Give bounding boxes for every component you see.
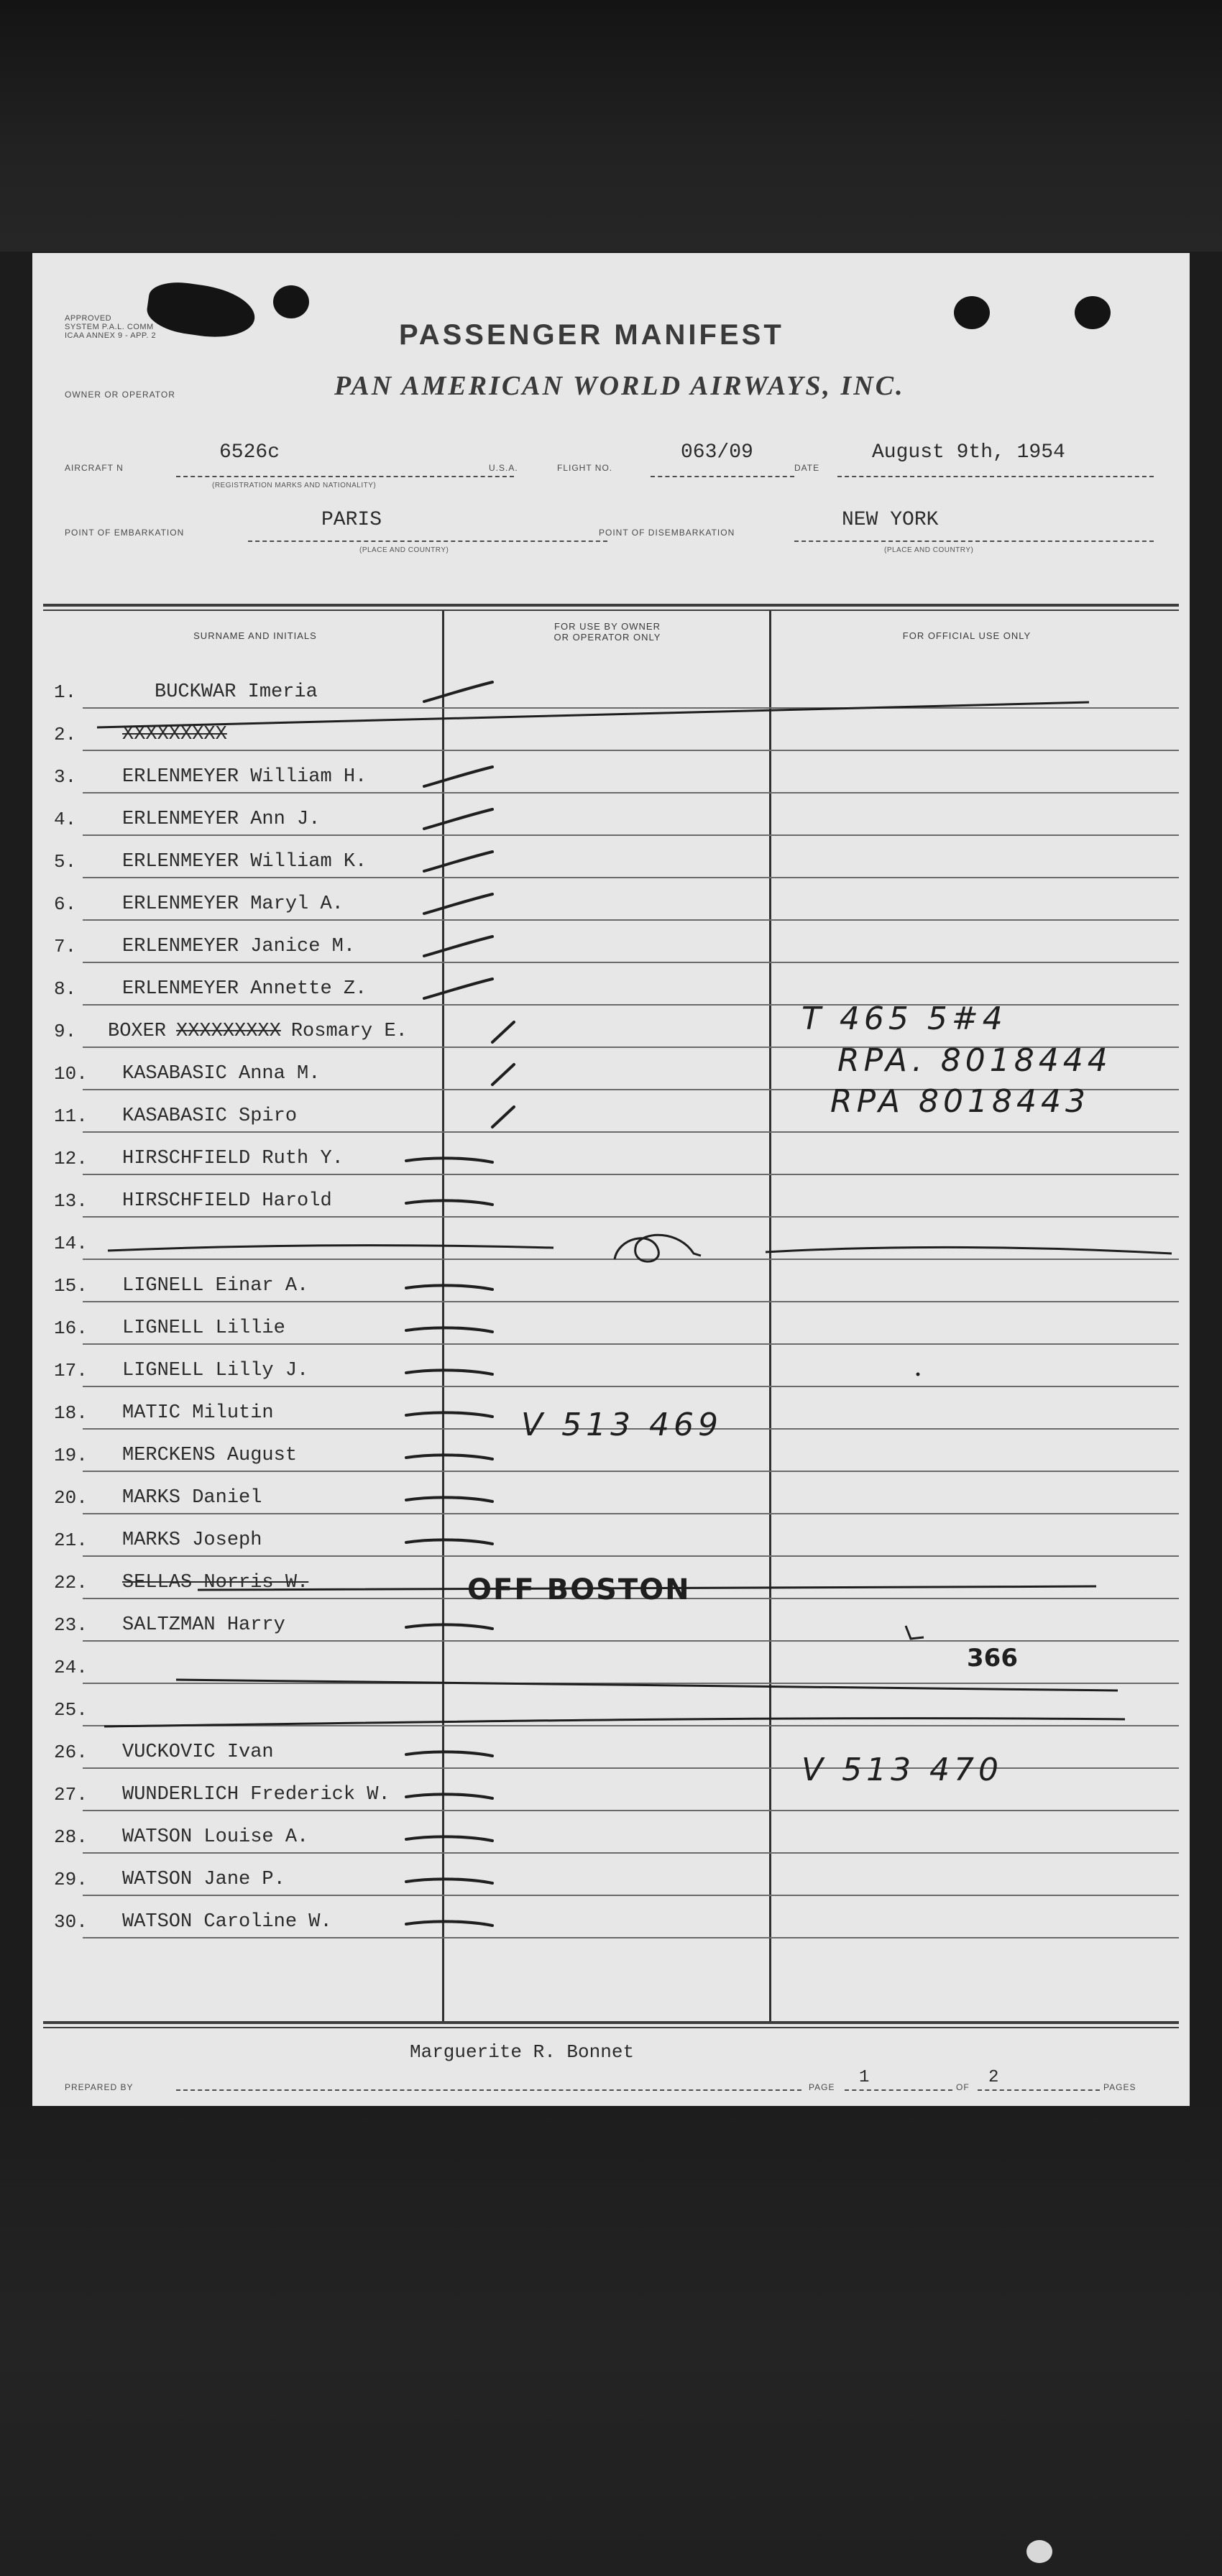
passenger-name: ERLENMEYER Ann J. (122, 809, 321, 830)
passenger-name: ERLENMEYER William H. (122, 766, 367, 788)
check-mark (424, 682, 492, 702)
row-number: 17. (54, 1360, 88, 1381)
row-number: 13. (54, 1190, 88, 1212)
check-mark (406, 1624, 492, 1629)
row26-official-note: V 513 470 (801, 1752, 1003, 1788)
row-number: 6. (54, 893, 77, 915)
passenger-name: ERLENMEYER Maryl A. (122, 893, 344, 915)
row-number: 22. (54, 1572, 88, 1593)
check-mark (406, 1200, 492, 1205)
passenger-name: WATSON Caroline W. (122, 1911, 332, 1933)
approval-note: APPROVED SYSTEM P.A.L. COMM ICAA ANNEX 9 - APP. 2 (65, 314, 157, 340)
passenger-name: ERLENMEYER William K. (122, 851, 367, 873)
name-surname: BOXER (108, 1021, 167, 1042)
row-number: 24. (54, 1657, 88, 1678)
passenger-name: WATSON Louise A. (122, 1826, 309, 1848)
passenger-name: LIGNELL Lilly J. (122, 1360, 309, 1381)
flight-label: FLIGHT NO. (557, 463, 613, 473)
check-mark (406, 1370, 492, 1374)
date-label: DATE (794, 463, 820, 473)
row-number: 11. (54, 1105, 88, 1127)
check-mark (424, 894, 492, 914)
row-number: 8. (54, 978, 77, 1000)
row23-official-stamp: 366 (967, 1644, 1018, 1673)
of-line (978, 2089, 1100, 2091)
row-number: 25. (54, 1699, 88, 1721)
passenger-name: ERLENMEYER Annette Z. (122, 978, 367, 1000)
aircraft-label: AIRCRAFT N (65, 463, 124, 473)
passenger-name: HIRSCHFIELD Ruth Y. (122, 1148, 344, 1169)
check-mark (406, 1794, 492, 1798)
registration-caption: (REGISTRATION MARKS AND NATIONALITY) (212, 482, 377, 489)
row18-owner-note: V 513 469 (521, 1407, 723, 1443)
owner-label: OWNER OR OPERATOR (65, 390, 175, 400)
row-number: 23. (54, 1614, 88, 1636)
document-title: PASSENGER MANIFEST (399, 319, 784, 351)
row10-official-note: RPA. 8018444 (837, 1042, 1112, 1079)
passenger-name: MARKS Joseph (122, 1530, 262, 1551)
row-number: 2. (54, 724, 77, 745)
passenger-name: SELLAS Norris W. (122, 1572, 309, 1593)
row-number: 10. (54, 1063, 88, 1085)
check-mark (406, 1497, 492, 1501)
row-number: 1. (54, 681, 77, 703)
passenger-name: KASABASIC Spiro (122, 1105, 298, 1127)
check-mark (406, 1540, 492, 1544)
hand-marks (32, 253, 1190, 2106)
passenger-name: WUNDERLICH Frederick W. (122, 1784, 390, 1806)
row-number: 12. (54, 1148, 88, 1169)
flight-value: 063/09 (681, 441, 753, 464)
passenger-name: XXXXXXXXX (122, 724, 227, 745)
check-mark (424, 937, 492, 956)
passenger-name: MERCKENS August (122, 1445, 298, 1466)
column-header-owner: FOR USE BY OWNER OR OPERATOR ONLY (553, 621, 661, 643)
name-struck: XXXXXXXXX (176, 1021, 281, 1042)
check-mark (406, 1752, 492, 1756)
preparer-name: Marguerite R. Bonnet (410, 2041, 635, 2063)
row9-official-note: T 465 5#4 (801, 1000, 1007, 1037)
of-value: 2 (988, 2068, 999, 2087)
check-mark (406, 1455, 492, 1459)
check-mark (492, 1064, 514, 1085)
row-number: 30. (54, 1911, 88, 1933)
check-mark (406, 1921, 492, 1926)
row-number: 4. (54, 809, 77, 830)
check-mark (406, 1836, 492, 1841)
embarkation-value: PARIS (321, 509, 382, 531)
passenger-name: WATSON Jane P. (122, 1869, 285, 1890)
off-boston-stamp: OFF BOSTON (467, 1573, 691, 1606)
passenger-name: BUCKWAR Imeria (155, 681, 318, 703)
embarkation-caption: (PLACE AND COUNTRY) (359, 546, 449, 554)
check-mark (424, 979, 492, 998)
row-number: 7. (54, 936, 77, 957)
passenger-name: VUCKOVIC Ivan (122, 1742, 274, 1763)
row-number: 19. (54, 1445, 88, 1466)
check-mark (406, 1412, 492, 1417)
row-number: 9. (54, 1021, 77, 1042)
check-mark (406, 1328, 492, 1332)
passenger-name: LIGNELL Lillie (122, 1317, 285, 1339)
row-number: 26. (54, 1742, 88, 1763)
disembarkation-value: NEW YORK (842, 509, 939, 531)
prepared-by-line (176, 2089, 801, 2091)
check-mark (424, 767, 492, 786)
row-number: 21. (54, 1530, 88, 1551)
passenger-name: HIRSCHFIELD Harold (122, 1190, 332, 1212)
row-number: 29. (54, 1869, 88, 1890)
prepared-by-label: PREPARED BY (65, 2082, 134, 2092)
row-number: 18. (54, 1402, 88, 1424)
row-number: 14. (54, 1233, 88, 1254)
column-header-surname: SURNAME AND INITIALS (193, 630, 317, 641)
pages-label: PAGES (1103, 2082, 1136, 2092)
check-mark (492, 1107, 514, 1127)
disembarkation-label: POINT OF DISEMBARKATION (599, 528, 735, 538)
check-mark (406, 1285, 492, 1289)
passenger-name: LIGNELL Einar A. (122, 1275, 309, 1297)
name-given: Rosmary E. (290, 1021, 408, 1042)
page-label: PAGE (809, 2082, 835, 2092)
airline-name: PAN AMERICAN WORLD AIRWAYS, INC. (334, 371, 905, 401)
page-line (845, 2089, 952, 2091)
passenger-name: SALTZMAN Harry (122, 1614, 285, 1636)
row-number: 16. (54, 1317, 88, 1339)
page-value: 1 (859, 2068, 870, 2087)
of-label: OF (956, 2082, 970, 2092)
row-number: 28. (54, 1826, 88, 1848)
passenger-name: ERLENMEYER Janice M. (122, 936, 356, 957)
row-number: 3. (54, 766, 77, 788)
usa-label: U.S.A. (489, 463, 518, 473)
check-mark (492, 1022, 514, 1042)
passenger-name: KASABASIC Anna M. (122, 1063, 321, 1085)
embarkation-label: POINT OF EMBARKATION (65, 528, 185, 538)
column-header-official: FOR OFFICIAL USE ONLY (902, 630, 1032, 641)
check-mark (406, 1158, 492, 1162)
row11-official-note: RPA 8018443 (830, 1083, 1090, 1120)
film-spot (1026, 2540, 1052, 2563)
row-number: 20. (54, 1487, 88, 1509)
film-border-bottom (0, 2106, 1222, 2576)
manifest-sheet (32, 253, 1190, 2106)
row-number: 5. (54, 851, 77, 873)
passenger-name: MARKS Daniel (122, 1487, 262, 1509)
date-value: August 9th, 1954 (872, 441, 1065, 464)
disembarkation-caption: (PLACE AND COUNTRY) (884, 546, 974, 554)
film-border-top (0, 0, 1222, 252)
check-mark (406, 1879, 492, 1883)
row-number: 15. (54, 1275, 88, 1297)
aircraft-value: 6526c (219, 441, 280, 464)
row-number: 27. (54, 1784, 88, 1806)
passenger-name: MATIC Milutin (122, 1402, 274, 1424)
check-mark (424, 809, 492, 829)
check-mark (424, 852, 492, 871)
